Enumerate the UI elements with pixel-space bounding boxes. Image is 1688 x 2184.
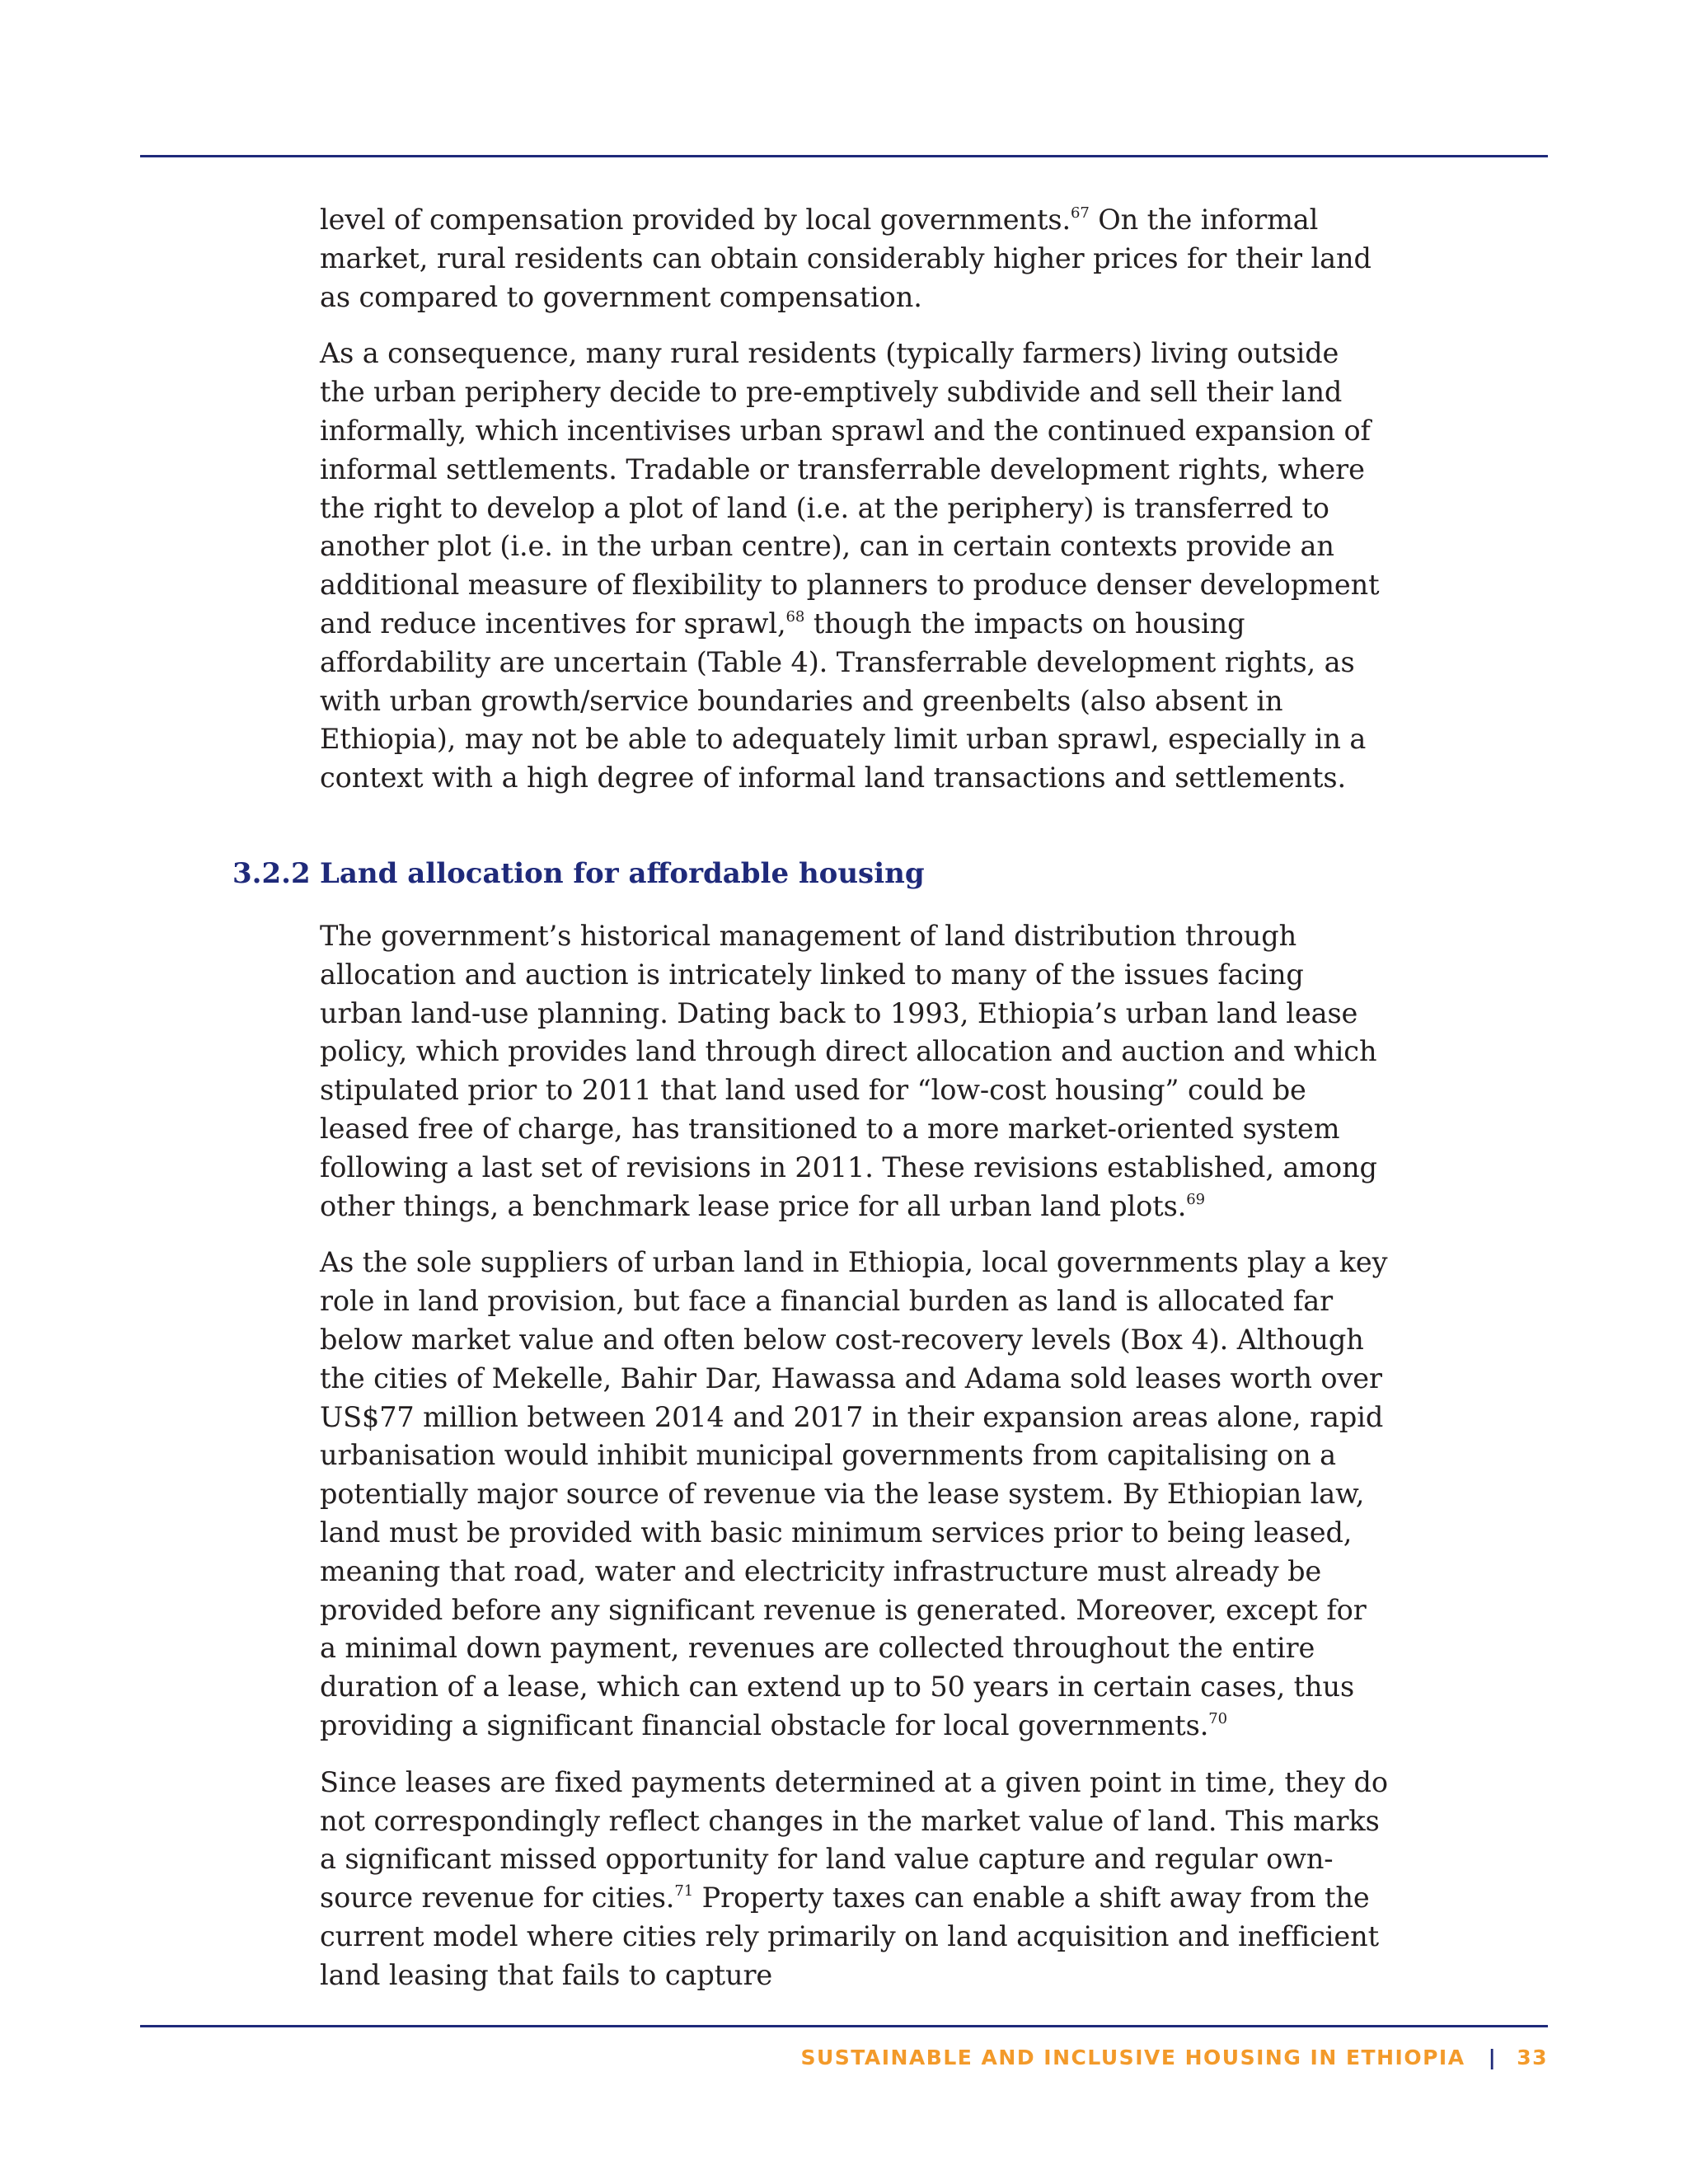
paragraph: As a consequence, many rural residents (typically farmers) living outside the urban periphery decide to pre-emptively subdivide and sell their land informally, which incentivises urban sprawl and the continued expansion of informal settlements. Tradable or transferrable development rights, where the right to develop a plot of land (i.e. at the periphery) is transferred to another plot (i.e. in the urban centre), can in certain contexts provide an additional measure of flexibility to planners to produce denser development and reduce incentives for sprawl,$^{68}$ though the impacts on housing affordability are uncertain (Table 4). Transferrable development rights, as with urban growth/service boundaries and greenbelts (also absent in Ethiopia), may not be able to adequately limit urban sprawl, especially in a context with a high degree of informal land transactions and settlements. bbox=[320, 337, 1380, 794]
paragraph: The government’s historical management of land distribution through allocation and auction is intricately linked to many of the issues facing urban land-use planning. Dating back to 1993, Ethiopia’s urban land lease policy, which provides land through direct allocation and auction and which stipulated prior to 2011 that land used for “low-cost housing” could be leased free of charge, has transitioned to a more market-oriented system following a last set of revisions in 2011. These revisions established, among other things, a benchmark lease price for all urban land plots.$^{69}$ bbox=[320, 920, 1377, 1222]
footer-separator: | bbox=[1488, 2046, 1498, 2069]
footnote-ref[interactable]: 70 bbox=[1208, 1709, 1227, 1727]
paragraph: As the sole suppliers of urban land in Ethiopia, local governments play a key role in land provision, but face a financial burden as land is allocated far below market value and often below cost-recovery levels (Box 4). Although the cities of Mekelle, Bahir Dar, Hawassa and Adama sold leases worth over US$77 million between 2014 and 2017 in their expansion areas alone, rapid urbanisation would inhibit municipal governments from capitalising on a potentially major source of revenue via the lease system. By Ethiopian law, land must be provided with basic minimum services prior to being leased, meaning that road, water and electricity infrastructure must already be provided before any significant revenue is generated. Moreover, except for a minimal down payment, revenues are collected throughout the entire duration of a lease, which can extend up to 50 years in certain cases, thus providing a significant financial obstacle for local governments.$^{70}$ bbox=[320, 1246, 1388, 1741]
page-number: 33 bbox=[1517, 2046, 1548, 2069]
footnote-ref[interactable]: 69 bbox=[1186, 1190, 1205, 1208]
body-text-section bbox=[320, 917, 1391, 1995]
paragraph: level of compensation provided by local governments.$^{67}$ On the informal market, rural residents can obtain considerably higher prices for their land as compared to government compensation. bbox=[320, 204, 1372, 313]
section-number: 3.2.2 bbox=[232, 857, 311, 890]
footnote-ref[interactable]: 68 bbox=[785, 607, 805, 626]
section-title: Land allocation for affordable housing bbox=[320, 857, 925, 890]
page-footer bbox=[800, 2046, 1548, 2069]
header-rule bbox=[140, 155, 1548, 157]
footnote-ref[interactable]: 71 bbox=[674, 1882, 694, 1900]
footer-rule bbox=[140, 2025, 1548, 2027]
footer-title: SUSTAINABLE AND INCLUSIVE HOUSING IN ETHIOPIA bbox=[800, 2046, 1465, 2069]
body-text-top bbox=[320, 201, 1391, 798]
paragraph: Since leases are fixed payments determined at a given point in time, they do not correspondingly reflect changes in the market value of land. This marks a significant missed opportunity for land value capture and regular own-source revenue for cities.$^{71}$ Property taxes can enable a shift away from the current model where cities rely primarily on land acquisition and inefficient land leasing that fails to capture bbox=[320, 1765, 1388, 1991]
section-heading bbox=[232, 857, 925, 890]
footnote-ref[interactable]: 67 bbox=[1071, 204, 1090, 222]
